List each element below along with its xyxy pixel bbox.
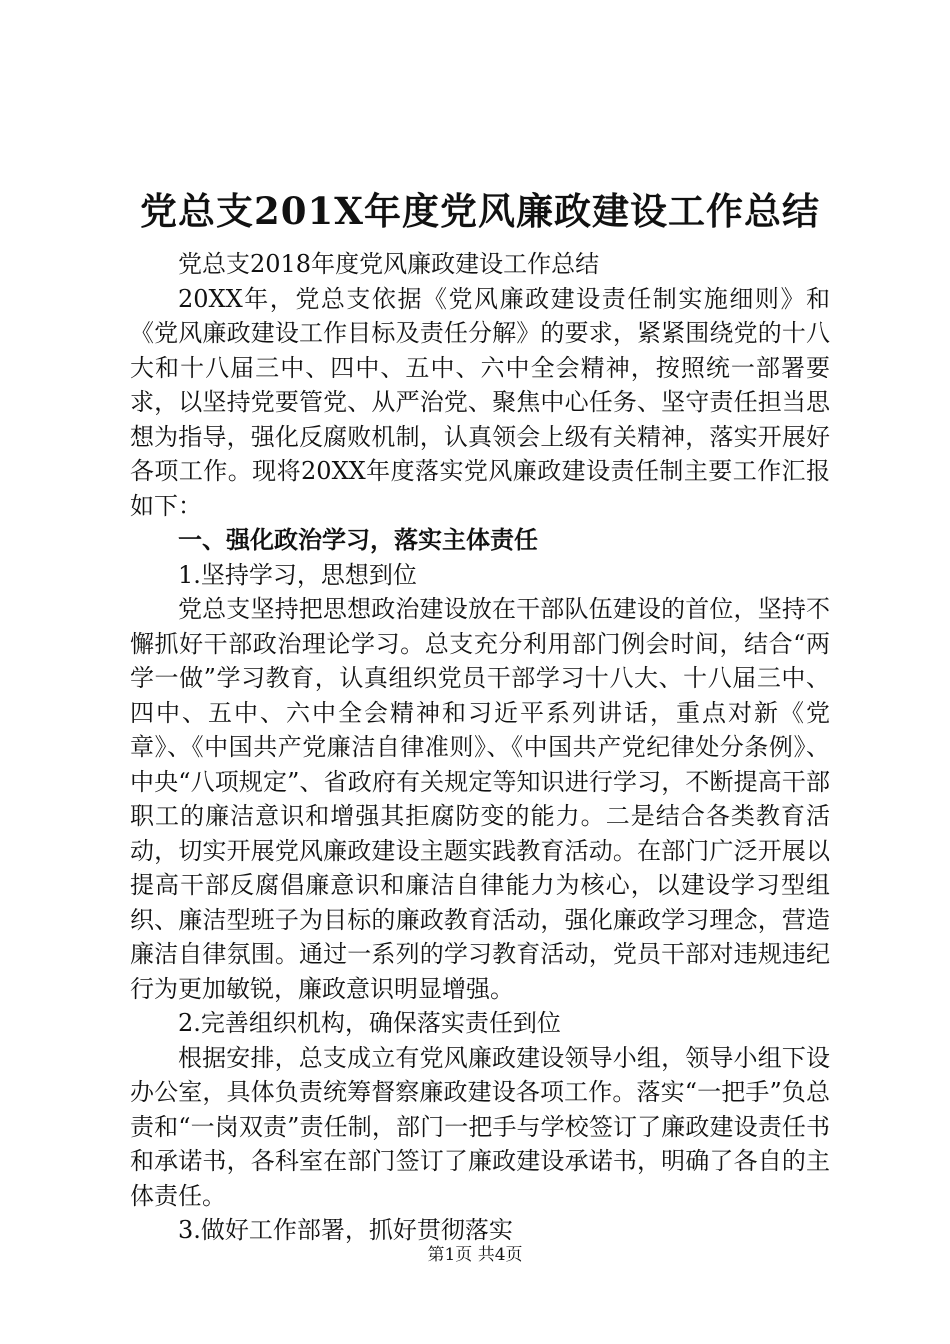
document-title: 党总支201X年度党风廉政建设工作总结: [140, 189, 820, 233]
subsection-heading: 1.坚持学习，思想到位: [178, 560, 417, 589]
subtitle-paragraph: 党总支2018年度党风廉政建设工作总结: [178, 250, 600, 278]
subsection-heading: 2.完善组织机构，确保落实责任到位: [178, 1009, 561, 1037]
page-footer: 第1页 共4页: [427, 1245, 523, 1265]
section-heading: 一、强化政治学习，落实主体责任: [178, 525, 538, 554]
subsection-heading: 3.做好工作部署，抓好贯彻落实: [178, 1216, 513, 1244]
body-paragraph: 党总支坚持把思想政治建设放在干部队伍建设的首位，坚持不懈抓好干部政治理论学习。总支充分利用部门例会时间，结合“两学一做”学习教育，认真组织党员干部学习十八大、十八届三中、四中、五中、六中全会精神和习近平系列讲话，重点对新《党章》、《中国共产党廉洁自律准则》、《中国共产党纪律处分条例》、中央“八项规定”、省政府有关规定等知识进行学习，不断提高干部职工的廉洁意识和增强其拒腐防变的能力。二是结合各类教育活动，切实开展党风廉政建设主题实践教育活动。在部门广泛开展以提高干部反腐倡廉意识和廉洁自律能力为核心，以建设学习型组织、廉洁型班子为目标的廉政教育活动，强化廉政学习理念，营造廉洁自律氛围。通过一系列的学习教育活动，党员干部对违规违纪行为更加敏锐，廉政意识明显增强。: [130, 595, 830, 1003]
intro-paragraph: 20XX年，党总支依据《党风廉政建设责任制实施细则》和《党风廉政建设工作目标及责任分解》的要求，紧紧围绕党的十八大和十八届三中、四中、五中、六中全会精神，按照统一部署要求，以坚持党要管党、从严治党、聚焦中心任务、坚守责任担当思想为指导，强化反腐败机制，认真领会上级有关精神，落实开展好各项工作。现将20XX年度落实党风廉政建设责任制主要工作汇报如下：: [130, 284, 830, 520]
document-body: [130, 185, 830, 1248]
body-paragraph: 根据安排，总支成立有党风廉政建设领导小组，领导小组下设办公室，具体负责统筹督察廉政建设各项工作。落实“一把手”负总责和“一岗双责”责任制，部门一把手与学校签订了廉政建设责任书和承诺书，各科室在部门签订了廉政建设承诺书，明确了各自的主体责任。: [130, 1043, 830, 1210]
